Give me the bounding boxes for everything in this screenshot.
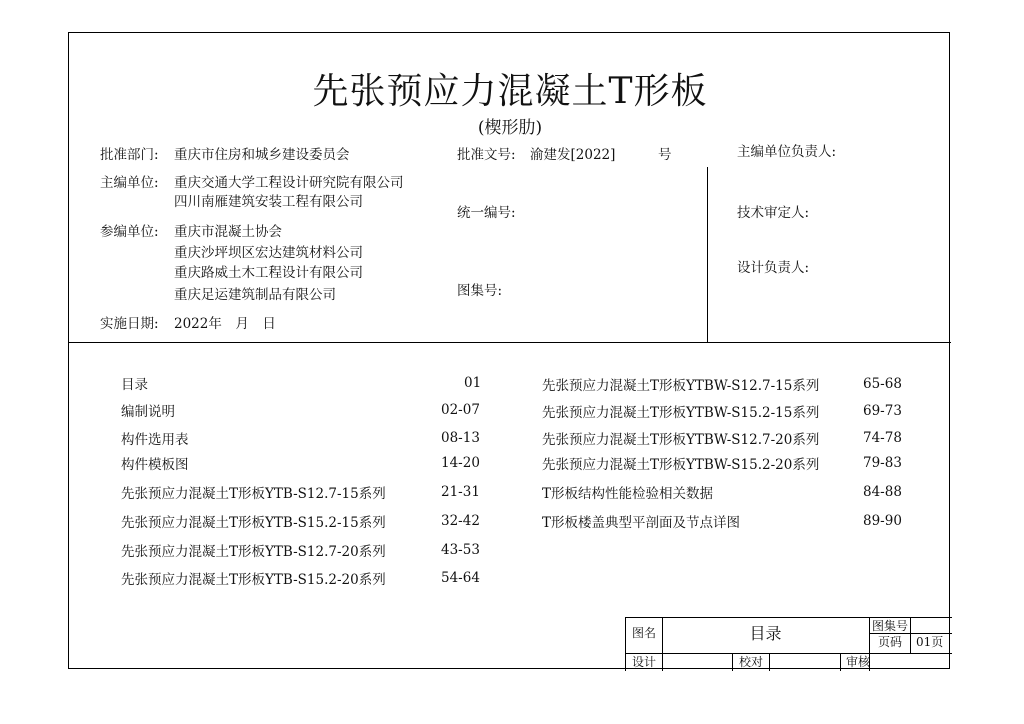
toc-item: 先张预应力混凝土T形板YTB-S12.7-20系列 [121,544,386,560]
toc-pages: 84-88 [863,484,902,500]
toc-item: 先张预应力混凝土T形板YTBW-S12.7-15系列 [542,378,820,394]
title-block [625,617,952,671]
title-block-rule [910,618,911,653]
title-block-rule [869,633,952,634]
toc-pages: 21-31 [441,484,480,500]
title-block-rule [769,653,770,671]
drawing-frame [68,32,950,669]
design-label: 设计 [632,655,657,669]
toc-item: 先张预应力混凝土T形板YTBW-S12.7-20系列 [542,432,820,448]
approval-doc-no-value: 渝建发[2022] [530,147,616,163]
chief-unit-head-label: 主编单位负责人: [737,144,837,160]
review-label: 审核 [846,655,871,669]
impl-date-label: 实施日期: [100,316,159,332]
header-divider-vertical [707,167,708,342]
toc-pages: 89-90 [863,513,902,529]
editor-label: 主编单位: [100,175,159,191]
toc-pages: 01 [464,375,482,391]
toc-item: 先张预应力混凝土T形板YTB-S12.7-15系列 [121,486,386,502]
header-divider-horizontal [69,342,951,343]
toc-pages: 43-53 [441,542,480,558]
toc-item: 构件选用表 [121,432,189,448]
toc-pages: 54-64 [441,570,480,586]
toc-item: T形板结构性能检验相关数据 [542,486,714,502]
approval-dept-label: 批准部门: [100,147,159,163]
atlas-no-label: 图集号: [457,283,503,299]
unified-no-label: 统一编号: [457,205,516,221]
editor-1: 重庆交通大学工程设计研究院有限公司 [174,175,404,191]
toc-item: T形板楼盖典型平剖面及节点详图 [542,515,741,531]
co-editor-1: 重庆市混凝土协会 [174,224,282,240]
approval-doc-no-label: 批准文号: [457,147,516,163]
document-subtitle: (楔形肋) [477,118,543,138]
toc-item: 构件模板图 [121,457,189,473]
design-head-label: 设计负责人: [737,260,810,276]
title-block-rule [732,653,733,671]
co-editor-3: 重庆路威土木工程设计有限公司 [174,265,363,281]
page-label: 页码 [878,635,903,649]
title-block-rule [626,653,952,654]
co-editor-4: 重庆足运建筑制品有限公司 [174,287,336,303]
page-value: 01页 [916,635,944,649]
editor-2: 四川南雁建筑安装工程有限公司 [174,194,363,210]
toc-pages: 79-83 [863,455,902,471]
title-block-atlas-no-label: 图集号 [872,619,909,633]
toc-pages: 65-68 [863,376,902,392]
toc-pages: 32-42 [441,513,480,529]
check-label: 校对 [739,655,764,669]
toc-item: 先张预应力混凝土T形板YTB-S15.2-20系列 [121,572,386,588]
title-block-rule [662,618,663,671]
approval-doc-no-suffix: 号 [658,147,672,163]
toc-pages: 08-13 [441,430,480,446]
co-editor-label: 参编单位: [100,224,159,240]
toc-item: 编制说明 [121,404,175,420]
drawing-name-label: 图名 [632,626,657,640]
toc-item: 目录 [121,377,148,393]
toc-pages: 74-78 [863,430,902,446]
document-title: 先张预应力混凝土T形板 [312,71,708,112]
toc-item: 先张预应力混凝土T形板YTB-S15.2-15系列 [121,515,386,531]
co-editor-2: 重庆沙坪坝区宏达建筑材料公司 [174,245,363,261]
tech-review-label: 技术审定人: [737,205,810,221]
toc-item: 先张预应力混凝土T形板YTBW-S15.2-20系列 [542,457,820,473]
approval-dept-value: 重庆市住房和城乡建设委员会 [174,147,350,163]
toc-pages: 14-20 [441,455,480,471]
toc-pages: 02-07 [441,402,480,418]
title-block-rule [840,653,841,671]
toc-item: 先张预应力混凝土T形板YTBW-S15.2-15系列 [542,405,820,421]
toc-pages: 69-73 [863,403,902,419]
impl-date-value: 2022年 月 日 [174,316,276,332]
drawing-name-value: 目录 [749,624,782,643]
